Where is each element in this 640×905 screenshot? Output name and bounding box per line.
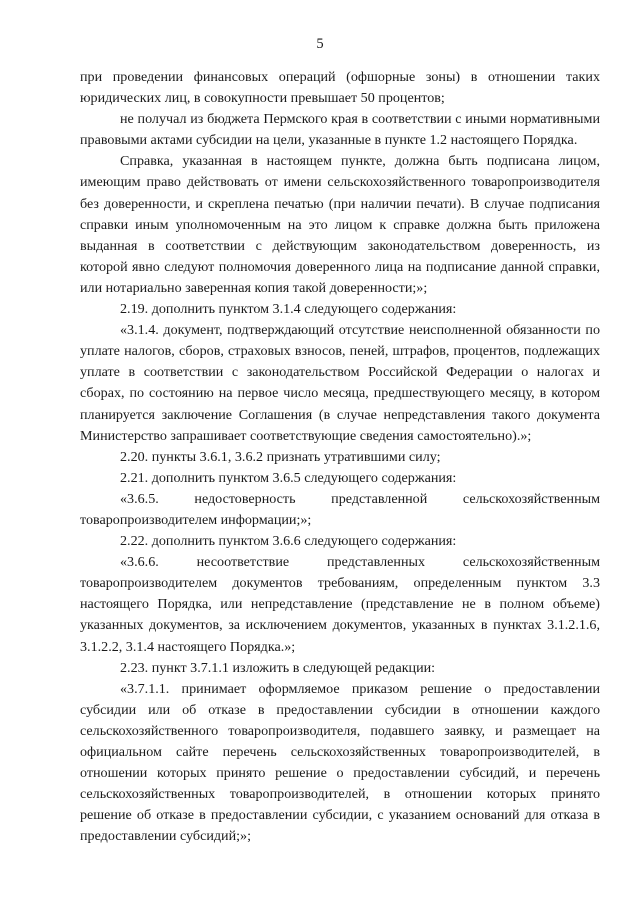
paragraph-amendment-2-21: 2.21. дополнить пунктом 3.6.5 следующего содержания: bbox=[120, 469, 457, 486]
paragraph-clause-3-1-4: «3.1.4. документ, подтверждающий отсутствие неисполненной обязанности по уплате налогов, сборов, страховых взносов, пеней, штрафов, процентов, подлежащих уплате в соответствии с законодательством Российской Федерации о налогах и сборах, по состоянию на первое число месяца, предшествующего месяцу, в котором планируется заключение Соглашения (в случае непредставления такого документа Министерство запрашивает соответствующие сведения самостоятельно).»; bbox=[80, 322, 600, 444]
paragraph-clause-3-6-5: «3.6.5. недостоверность представленной сельскохозяйственным товаропроизводителем информации;»; bbox=[80, 490, 600, 528]
paragraph-amendment-2-20: 2.20. пункты 3.6.1, 3.6.2 признать утратившими силу; bbox=[120, 448, 441, 465]
paragraph-amendment-2-19: 2.19. дополнить пунктом 3.1.4 следующего содержания: bbox=[120, 301, 457, 318]
paragraph-certificate-signature: Справка, указанная в настоящем пункте, должна быть подписана лицом, имеющим право действовать от имени сельскохозяйственного товаропроизводителя без доверенности, и скреплена печатью (при наличии печати). В случае подписания справки иным уполномоченным на это лицом к справке должна быть приложена выданная в соответствии с действующим законодательством доверенность, из которой явно следуют полномочия доверенного лица на подписание данной справки, или нотариально заверенная копия такой доверенности;»; bbox=[80, 153, 600, 296]
paragraph-amendment-2-22: 2.22. дополнить пунктом 3.6.6 следующего содержания: bbox=[120, 533, 457, 550]
paragraph-no-budget-subsidy: не получал из бюджета Пермского края в соответствии с иными нормативными правовыми актами субсидии на цели, указанные в пункте 1.2 настоящего Порядка. bbox=[80, 111, 600, 149]
paragraph-offshore-continuation: при проведении финансовых операций (офшорные зоны) в отношении таких юридических лиц, в совокупности превышает 50 процентов; bbox=[80, 69, 600, 107]
document-body bbox=[80, 67, 600, 847]
paragraph-clause-3-7-1-1: «3.7.1.1. принимает оформляемое приказом решение о предоставлении субсидии или об отказе в предоставлении субсидии в отношении каждого сельскохозяйственного товаропроизводителя, подавшего заявку, и размещает на официальном сайте перечень сельскохозяйственных товаропроизводителей, в отношении которых принято решение о предоставлении субсидий, и перечень сельскохозяйственных товаропроизводителей, в отношении которых принято решение об отказе в предоставлении субсидии, с указанием оснований для отказа в предоставлении субсидий;»; bbox=[80, 680, 600, 845]
page-number: 5 bbox=[316, 36, 324, 52]
paragraph-amendment-2-23: 2.23. пункт 3.7.1.1 изложить в следующей редакции: bbox=[120, 659, 436, 676]
paragraph-clause-3-6-6: «3.6.6. несоответствие представленных сельскохозяйственным товаропроизводителем документов требованиям, определенным пунктом 3.3 настоящего Порядка, или непредставление (представление не в полном объеме) указанных документов, за исключением документов, указанных в пунктах 3.1.2.1.6, 3.1.2.2, 3.1.4 настоящего Порядка.»; bbox=[80, 554, 600, 655]
